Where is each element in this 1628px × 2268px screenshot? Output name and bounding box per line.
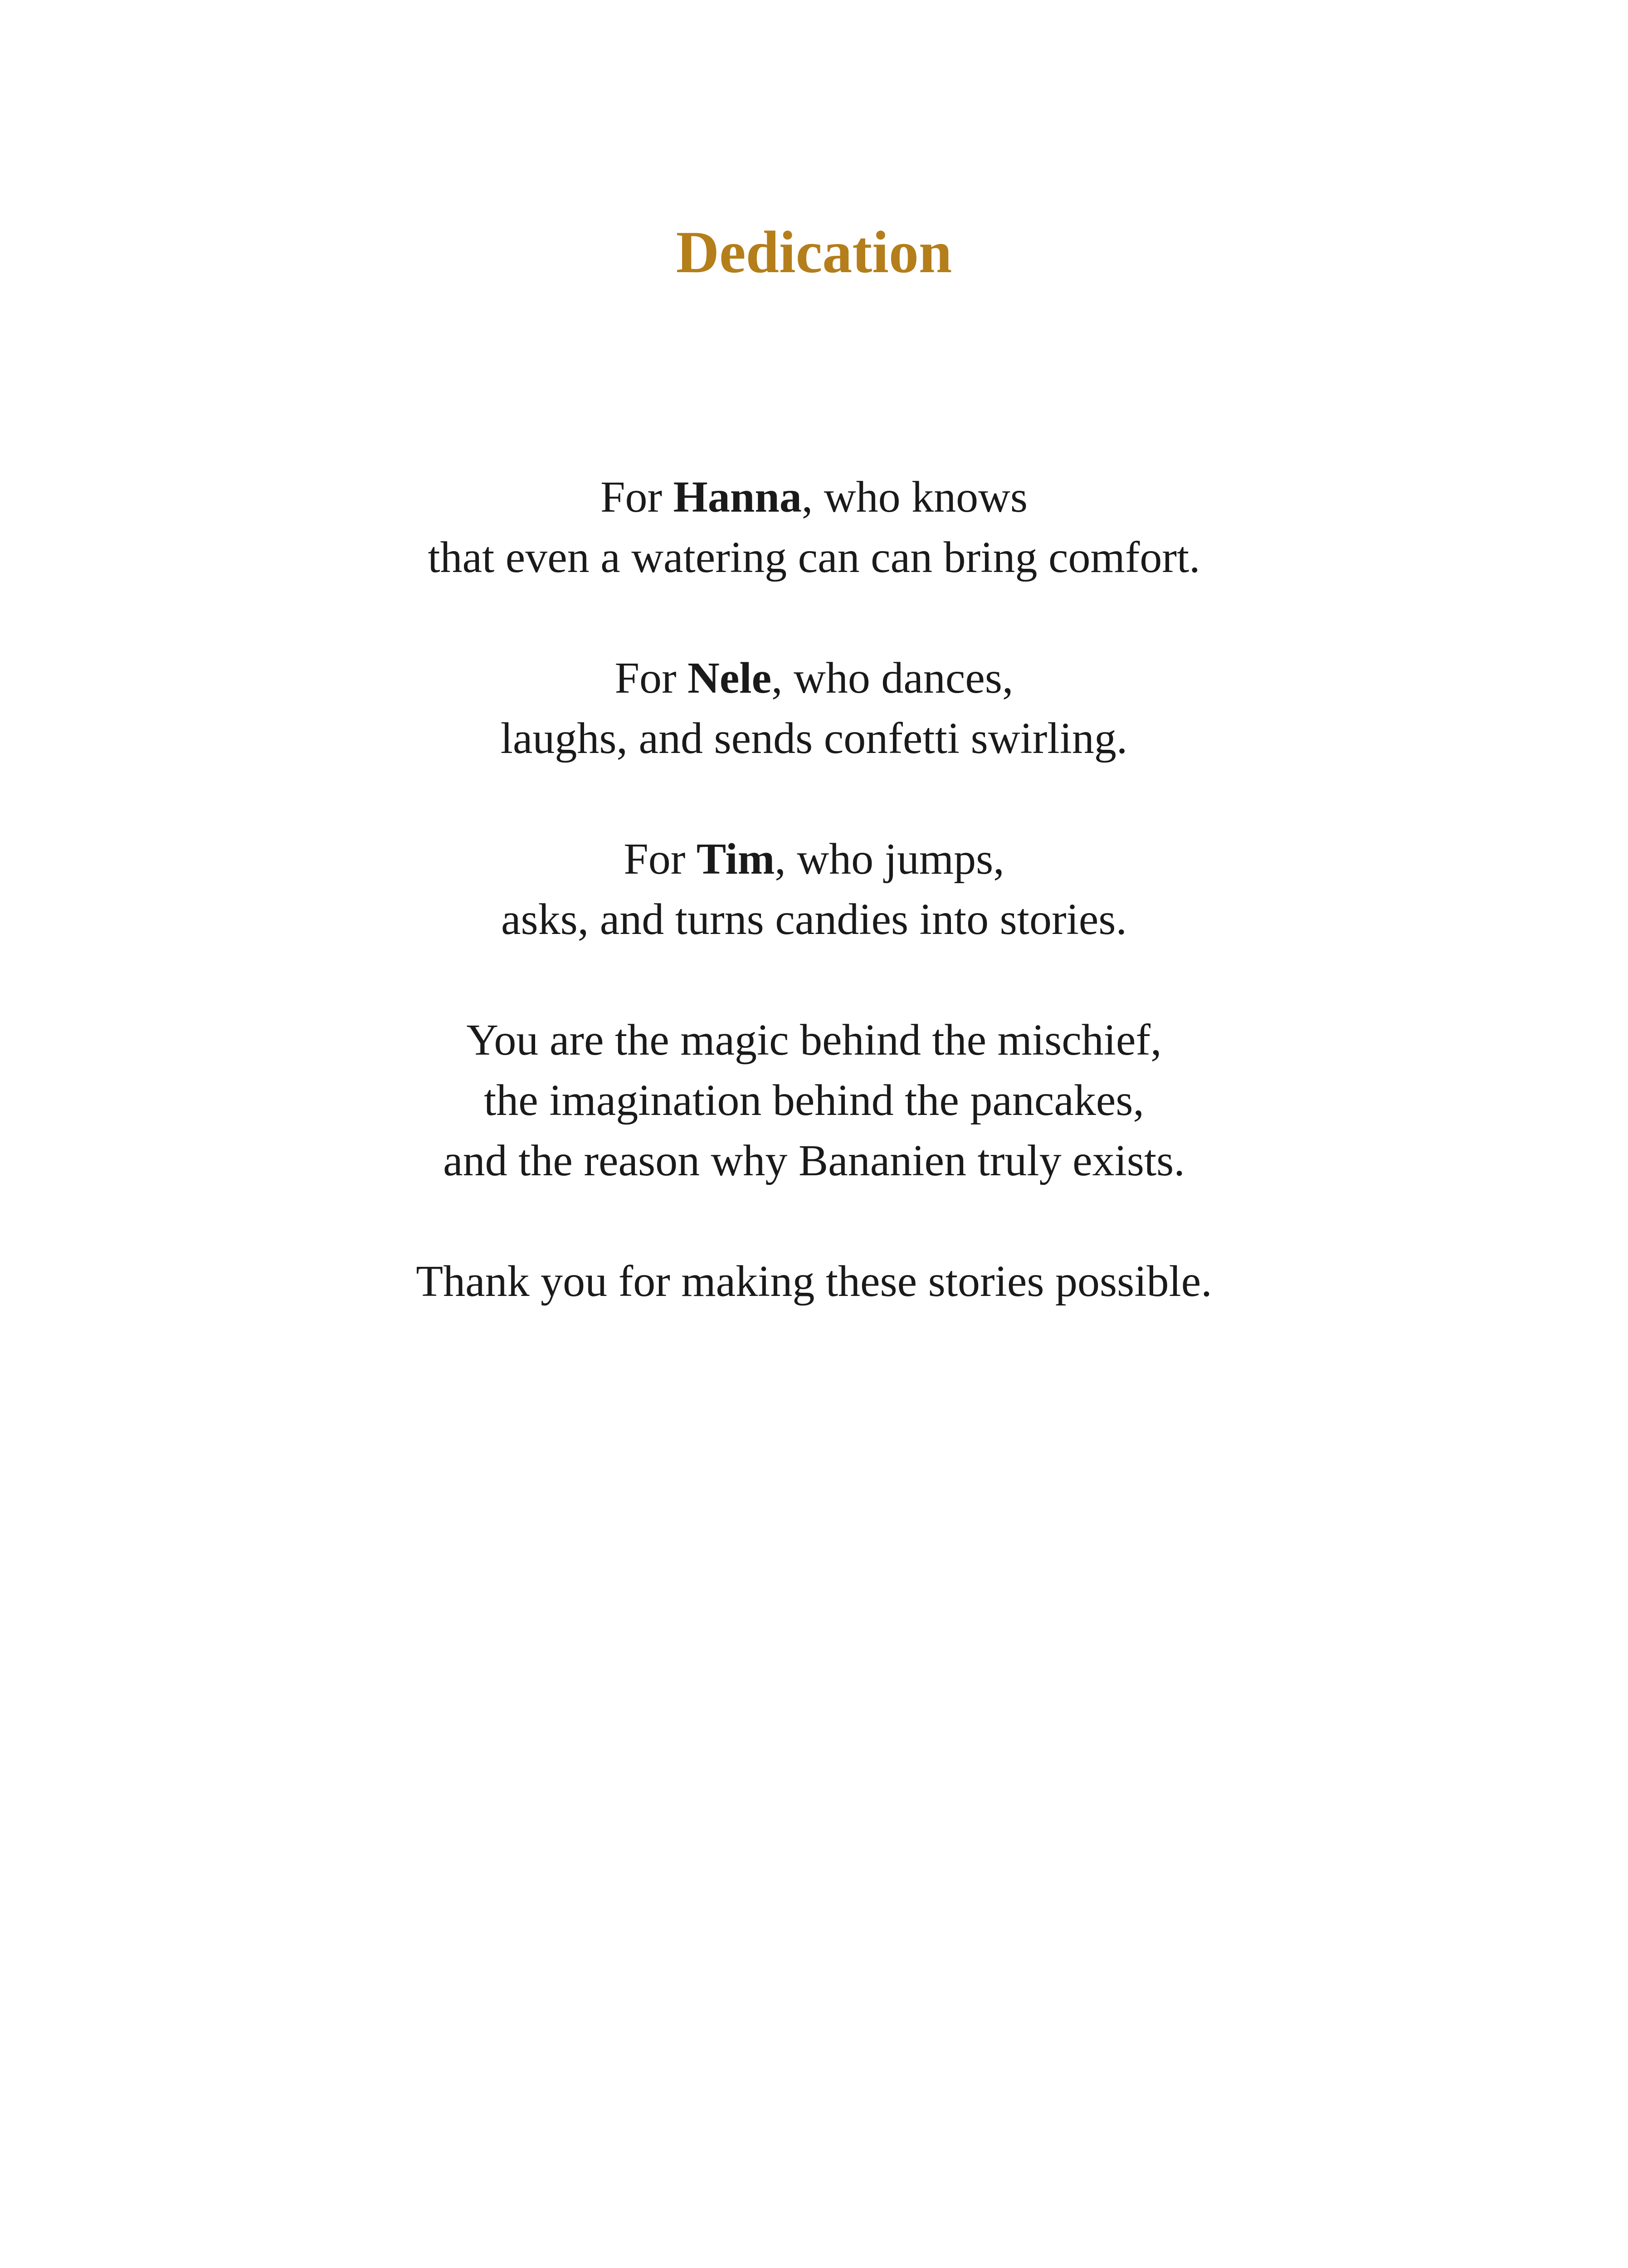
line-prefix: For — [600, 473, 673, 522]
stanza-line: asks, and turns candies into stories. — [501, 895, 1127, 944]
closing-line: You are the magic behind the mischief, — [466, 1016, 1162, 1065]
page-title: Dedication — [676, 219, 952, 285]
person-name: Tim — [696, 835, 775, 884]
stanza-line — [0, 648, 1628, 709]
thanks-stanza — [0, 1251, 1628, 1312]
stanza-line — [0, 829, 1628, 890]
closing-line: and the reason why Bananien truly exists. — [443, 1136, 1185, 1185]
stanza-line: laughs, and sends confetti swirling. — [500, 714, 1128, 763]
person-name: Nele — [687, 654, 772, 703]
line-prefix: For — [614, 654, 688, 703]
stanza-nele — [0, 648, 1628, 769]
dedication-text — [0, 467, 1628, 1372]
line-suffix: , who jumps, — [775, 835, 1004, 884]
thanks-line: Thank you for making these stories possible. — [416, 1257, 1212, 1306]
line-suffix: , who dances, — [771, 654, 1014, 703]
closing-line: the imagination behind the pancakes, — [484, 1076, 1144, 1125]
stanza-hanna — [0, 467, 1628, 588]
line-prefix: For — [624, 835, 697, 884]
stanza-line — [0, 467, 1628, 528]
stanza-tim — [0, 829, 1628, 950]
closing-stanza — [0, 1010, 1628, 1191]
stanza-line: that even a watering can can bring comfort. — [428, 533, 1200, 582]
line-suffix: , who knows — [801, 473, 1028, 522]
person-name: Hanna — [673, 473, 802, 522]
